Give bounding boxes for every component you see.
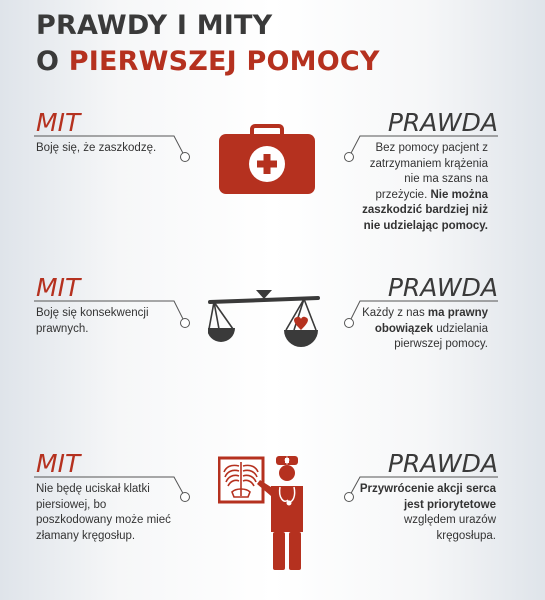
myth-text-2: Boję się konsekwencji prawnych. [36, 307, 149, 335]
truth-text-2-pre: Każdy z nas [362, 307, 425, 319]
truth-label-1: PRAWDA [387, 108, 498, 137]
title-line-2-prefix: O [36, 46, 69, 77]
truth-text-2 [348, 306, 488, 353]
truth-text-3 [358, 482, 496, 544]
myth-text-1: Boję się, że zaszkodzę. [36, 142, 157, 154]
truth-label-3: PRAWDA [387, 449, 498, 478]
scales-heart-icon [208, 286, 320, 348]
truth-text-1-plain: Bez pomocy pacjent z zatrzymaniem krążenia nie ma szans na przeżycie. [369, 142, 488, 201]
title-line-1: PRAWDY I MITY [36, 10, 273, 41]
myth-label-2: MIT [36, 273, 81, 302]
truth-text-1-bold: Nie można zaszkodzić bardziej niż nie udzielając pomocy. [362, 188, 488, 232]
truth-text-2-post: udzielania pierwszej pomocy. [394, 322, 488, 350]
myth-label-3: MIT [36, 449, 81, 478]
truth-text-3-post: względem urazów kręgosłupa. [403, 514, 496, 542]
truth-text-3-bold: Przywrócenie akcji serca jest priorytetowe [359, 483, 496, 511]
truth-text-1 [358, 141, 488, 234]
page-title [36, 8, 380, 80]
truth-label-2: PRAWDA [387, 273, 498, 302]
myth-text-3: Nie będę uciskał klatki piersiowej, bo poszkodowany może mieć złamany kręgosłup. [36, 483, 171, 542]
first-aid-kit-icon [218, 124, 316, 196]
title-line-2-accent: PIERWSZEJ POMOCY [68, 46, 380, 77]
truth-text-2-bold: ma prawny obowiązek [374, 307, 488, 335]
doctor-xray-icon [218, 456, 310, 572]
myth-label-1: MIT [36, 108, 81, 137]
